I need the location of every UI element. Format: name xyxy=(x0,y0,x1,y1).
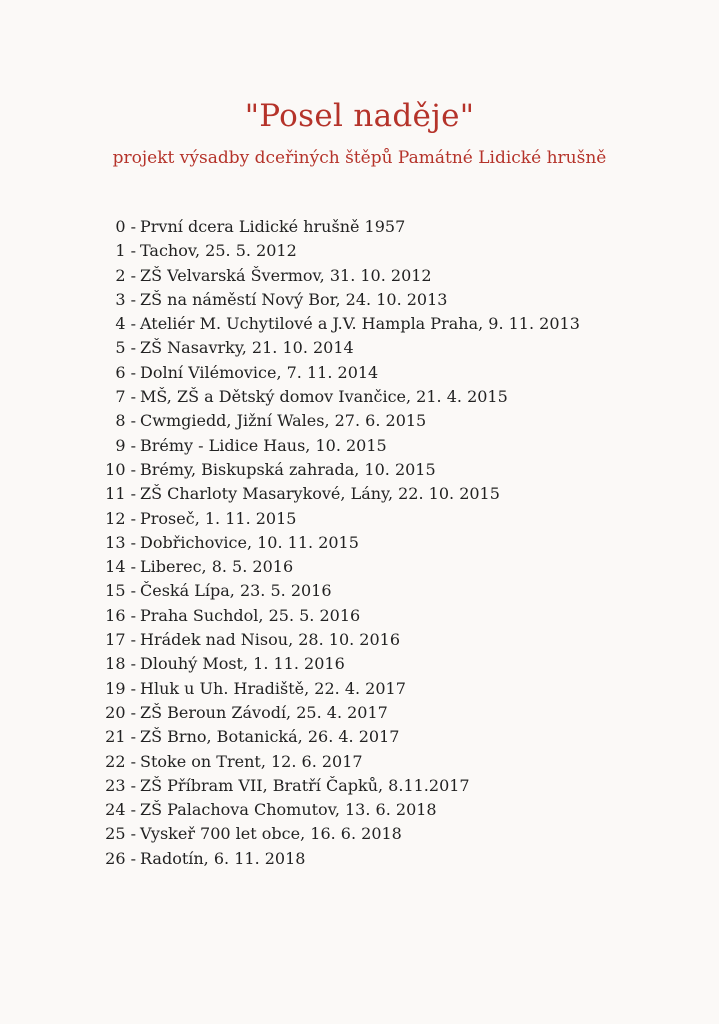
list-item xyxy=(0,336,719,360)
entry-number: 9 - xyxy=(115,435,136,455)
entry-number: 17 - xyxy=(105,630,136,650)
entry-number: 25 - xyxy=(105,824,136,844)
list-item xyxy=(0,385,719,409)
entry-text: Radotín, 6. 11. 2018 xyxy=(140,848,306,868)
entry-number: 21 - xyxy=(105,727,136,747)
list-item xyxy=(0,239,719,263)
entry-number: 26 - xyxy=(105,848,136,868)
entry-number: 12 - xyxy=(105,508,136,528)
entry-text: Česká Lípa, 23. 5. 2016 xyxy=(140,581,332,601)
entry-number: 6 - xyxy=(115,362,136,382)
entry-number: 14 - xyxy=(105,557,136,577)
list-item xyxy=(0,531,719,555)
list-item xyxy=(0,652,719,676)
entry-number: 23 - xyxy=(105,775,136,795)
list-item xyxy=(0,409,719,433)
list-item xyxy=(0,628,719,652)
list-item xyxy=(0,774,719,798)
entry-text: Dobřichovice, 10. 11. 2015 xyxy=(140,532,359,552)
list-item xyxy=(0,312,719,336)
list-item xyxy=(0,750,719,774)
entry-number: 16 - xyxy=(105,605,136,625)
list-item xyxy=(0,604,719,628)
entry-text: ZŠ Charloty Masarykové, Lány, 22. 10. 2015 xyxy=(140,484,500,504)
list-item xyxy=(0,264,719,288)
entry-text: ZŠ Nasavrky, 21. 10. 2014 xyxy=(140,338,354,358)
entry-number: 20 - xyxy=(105,702,136,722)
entry-text: ZŠ na náměstí Nový Bor, 24. 10. 2013 xyxy=(140,289,448,309)
list-item xyxy=(0,288,719,312)
entry-text: Stoke on Trent, 12. 6. 2017 xyxy=(140,751,363,771)
entry-text: Proseč, 1. 11. 2015 xyxy=(140,508,297,528)
entry-number: 10 - xyxy=(105,459,136,479)
entry-number: 3 - xyxy=(115,289,136,309)
entry-text: ZŠ Beroun Závodí, 25. 4. 2017 xyxy=(140,702,388,722)
entry-number: 22 - xyxy=(105,751,136,771)
entry-text: Hluk u Uh. Hradiště, 22. 4. 2017 xyxy=(140,678,406,698)
page-subtitle: projekt výsadby dceřiných štěpů Památné Lidické hrušně xyxy=(112,148,607,168)
entry-number: 4 - xyxy=(115,314,136,334)
entry-text: ZŠ Příbram VII, Bratří Čapků, 8.11.2017 xyxy=(140,775,470,795)
list-item xyxy=(0,847,719,871)
entry-text: Dlouhý Most, 1. 11. 2016 xyxy=(140,654,345,674)
list-item xyxy=(0,215,719,239)
list-item xyxy=(0,579,719,603)
list-item xyxy=(0,361,719,385)
list-item xyxy=(0,725,719,749)
entry-number: 13 - xyxy=(105,532,136,552)
entry-number: 5 - xyxy=(115,338,136,358)
entry-text: Cwmgiedd, Jižní Wales, 27. 6. 2015 xyxy=(140,411,427,431)
entry-text: MŠ, ZŠ a Dětský domov Ivančice, 21. 4. 2015 xyxy=(140,387,508,407)
entry-text: Praha Suchdol, 25. 5. 2016 xyxy=(140,605,361,625)
list-item xyxy=(0,677,719,701)
entry-number: 0 - xyxy=(115,217,136,236)
list-item xyxy=(0,701,719,725)
list-item xyxy=(0,434,719,458)
entry-number: 24 - xyxy=(105,800,136,820)
entry-text: ZŠ Brno, Botanická, 26. 4. 2017 xyxy=(140,727,400,747)
list-item xyxy=(0,555,719,579)
entry-text: Liberec, 8. 5. 2016 xyxy=(140,557,294,577)
list-item xyxy=(0,458,719,482)
list-item xyxy=(0,507,719,531)
entry-text: Hrádek nad Nisou, 28. 10. 2016 xyxy=(140,630,401,650)
entry-text: Ateliér M. Uchytilové a J.V. Hampla Praha, 9. 11. 2013 xyxy=(140,314,580,334)
entry-number: 8 - xyxy=(115,411,136,431)
entry-list xyxy=(0,215,719,871)
entry-text: Brémy, Biskupská zahrada, 10. 2015 xyxy=(140,459,436,479)
entry-text: ZŠ Velvarská Švermov, 31. 10. 2012 xyxy=(140,265,432,285)
entry-text: ZŠ Palachova Chomutov, 13. 6. 2018 xyxy=(140,800,437,820)
entry-text: Dolní Vilémovice, 7. 11. 2014 xyxy=(140,362,379,382)
entry-number: 18 - xyxy=(105,654,136,674)
entry-text: První dcera Lidické hrušně 1957 xyxy=(140,217,406,236)
list-item xyxy=(0,482,719,506)
list-item xyxy=(0,822,719,846)
entry-text: Vyskeř 700 let obce, 16. 6. 2018 xyxy=(140,824,402,844)
entry-number: 15 - xyxy=(105,581,136,601)
entry-number: 11 - xyxy=(105,484,136,504)
entry-number: 7 - xyxy=(115,387,136,407)
list-item xyxy=(0,798,719,822)
page-title: "Posel naděje" xyxy=(244,98,475,134)
entry-text: Tachov, 25. 5. 2012 xyxy=(140,241,297,261)
entry-number: 19 - xyxy=(105,678,136,698)
entry-number: 1 - xyxy=(115,241,136,261)
entry-number: 2 - xyxy=(115,265,136,285)
entry-text: Brémy - Lidice Haus, 10. 2015 xyxy=(140,435,387,455)
